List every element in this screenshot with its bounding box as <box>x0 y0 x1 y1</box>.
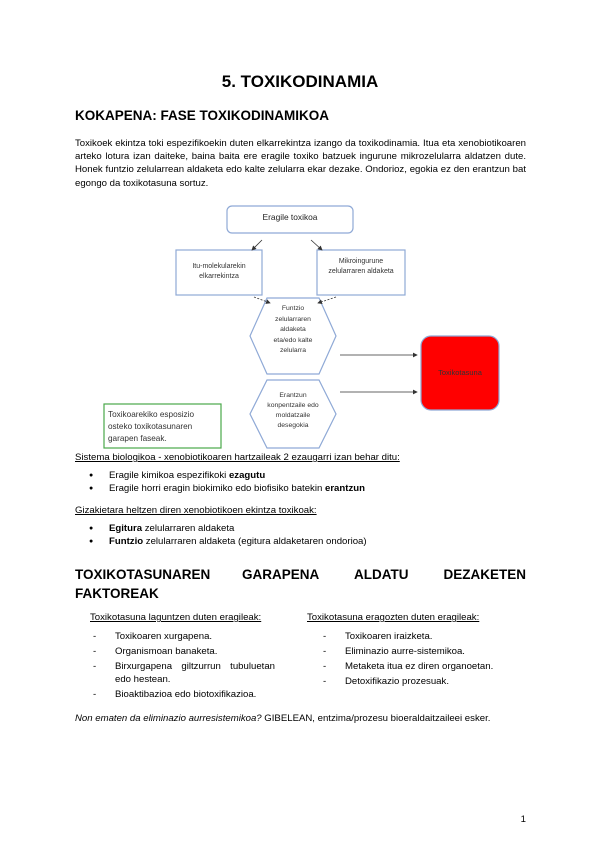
microenvironment-label: Mikroingurune zelularraren aldaketa <box>328 258 394 275</box>
receptor-intro: Sistema biologikoa - xenobiotikoaren hartzaileak 2 ezaugarri izan behar ditu: <box>75 452 400 463</box>
heading-word: TOXIKOTASUNAREN <box>75 567 211 582</box>
elimination-note: Non ematen da eliminazio aurresistemikoa? GIBELEAN, entzima/prozesu bioeraldaitzaileei esker. <box>75 713 491 724</box>
target-interaction-label: Itu-molekularekin elkarrekintza <box>192 263 246 280</box>
heading-word: DEZAKETEN <box>443 567 526 582</box>
section-heading-kokapena: KOKAPENA: FASE TOXIKODINAMIKOA <box>75 108 330 123</box>
receptor-list <box>75 469 365 495</box>
list-item: - Organismoan banaketa. <box>93 645 275 658</box>
left-factor-list <box>93 630 275 703</box>
intro-paragraph: Toxikoek ekintza toki espezifikoekin duten elkarrekintza izango da toxikodinamia. Itua eta xenobiotikoaren arteko lotura izan daiteke, baina baita ere eragile toxiko batzuek ingurune mikrozelularra aldatzen dute. Honek funtzio zelularrean aldaketa edo kalte zelularra ekar dezake. Ondorioz, egokia ez den erantzun bat egongo da toxikotasuna sortuz. <box>75 138 526 189</box>
effects-list <box>75 522 367 548</box>
toxicity-label: Toxikotasuna <box>438 368 482 377</box>
heading-word: FAKTOREAK <box>75 586 159 601</box>
list-item: - Toxikoaren iraizketa. <box>323 630 528 643</box>
list-item: - Birxurgapena giltzurrun tubuluetan edo hestean. <box>93 660 275 686</box>
agent-label: Eragile toxikoa <box>262 212 318 222</box>
response-label: Erantzun konpentzaile edo moldatzaile desegokia <box>267 392 319 429</box>
list-item: ● Egitura zelularraren aldaketa <box>75 522 367 535</box>
left-column-header: Toxikotasuna laguntzen duten eragileak: <box>90 612 262 623</box>
list-item: ● Funtzio zelularraren aldaketa (egitura aldaketaren ondorioa) <box>75 535 367 548</box>
section-heading-faktoreak <box>75 565 526 605</box>
arrow-agent-right <box>311 240 322 250</box>
effects-intro: Gizakietara heltzen diren xenobiotikoen ekintza toxikoak: <box>75 505 317 516</box>
cell-function-label: Funtzio zelularraren aldaketa eta/edo kalte zelularra <box>273 305 313 354</box>
list-item: - Eliminazio aurre-sistemikoa. <box>323 645 528 658</box>
list-item: - Toxikoaren xurgapena. <box>93 630 275 643</box>
page-number: 1 <box>520 814 526 825</box>
arrow-agent-left <box>252 240 262 250</box>
list-item: - Bioaktibazioa edo biotoxifikazioa. <box>93 688 275 701</box>
list-item: - Metaketa itua ez diren organoetan. <box>323 660 528 673</box>
list-item: ● Eragile horri eragin biokimiko edo biofisiko batekin erantzun <box>75 482 365 495</box>
right-factor-list <box>323 630 528 690</box>
list-item: - Detoxifikazio prozesuak. <box>323 675 528 688</box>
heading-word: ALDATU <box>354 567 409 582</box>
heading-word: GARAPENA <box>242 567 320 582</box>
list-item: ● Eragile kimikoa espezifikoki ezagutu <box>75 469 365 482</box>
note-label: Toxikoarekiko esposizio osteko toxikotasunaren garapen faseak. <box>108 410 195 443</box>
page-title: 5. TOXIKODINAMIA <box>221 72 379 91</box>
right-column-header: Toxikotasuna eragozten duten eragileak: <box>307 612 480 623</box>
